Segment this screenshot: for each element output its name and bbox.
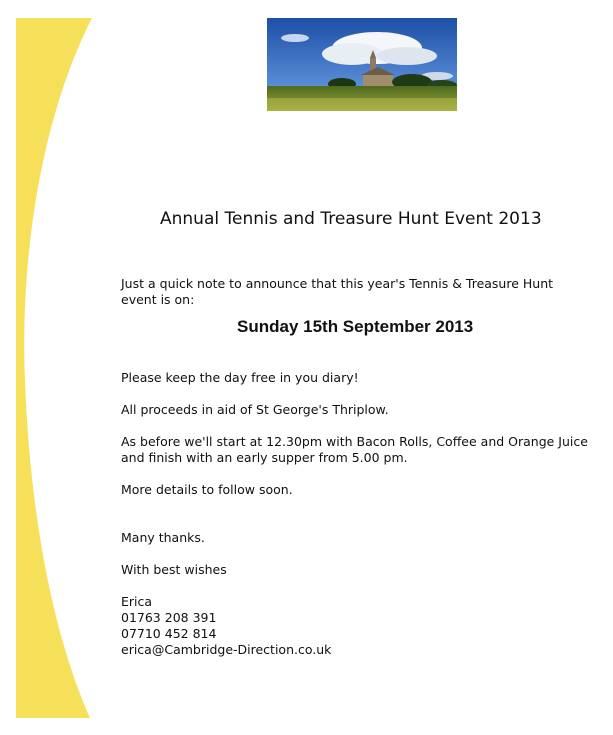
signature-phone-landline: 01763 208 391 <box>121 610 217 625</box>
intro-text: Just a quick note to announce that this year's Tennis & Treasure Hunt event is on: <box>121 276 554 307</box>
signature-block <box>121 594 331 658</box>
paragraph-details: More details to follow soon. <box>121 482 293 497</box>
signature-name: Erica <box>121 594 153 609</box>
paragraph-thanks: Many thanks. <box>121 530 205 545</box>
paragraph-diary: Please keep the day free in you diary! <box>121 370 359 385</box>
church-field-photo <box>267 18 457 111</box>
yellow-swoosh-decoration <box>0 0 120 735</box>
event-title: Annual Tennis and Treasure Hunt Event 2013 <box>160 209 542 229</box>
paragraph-proceeds: All proceeds in aid of St George's Thriplow. <box>121 402 389 417</box>
event-date: Sunday 15th September 2013 <box>237 317 474 336</box>
signature-phone-mobile: 07710 452 814 <box>121 626 217 641</box>
signature-email[interactable]: erica@Cambridge-Direction.co.uk <box>121 642 332 657</box>
paragraph-schedule: As before we'll start at 12.30pm with Bacon Rolls, Coffee and Orange Juice and finish with an early supper from 5.00 pm. <box>121 434 588 465</box>
paragraph-wishes: With best wishes <box>121 562 227 577</box>
